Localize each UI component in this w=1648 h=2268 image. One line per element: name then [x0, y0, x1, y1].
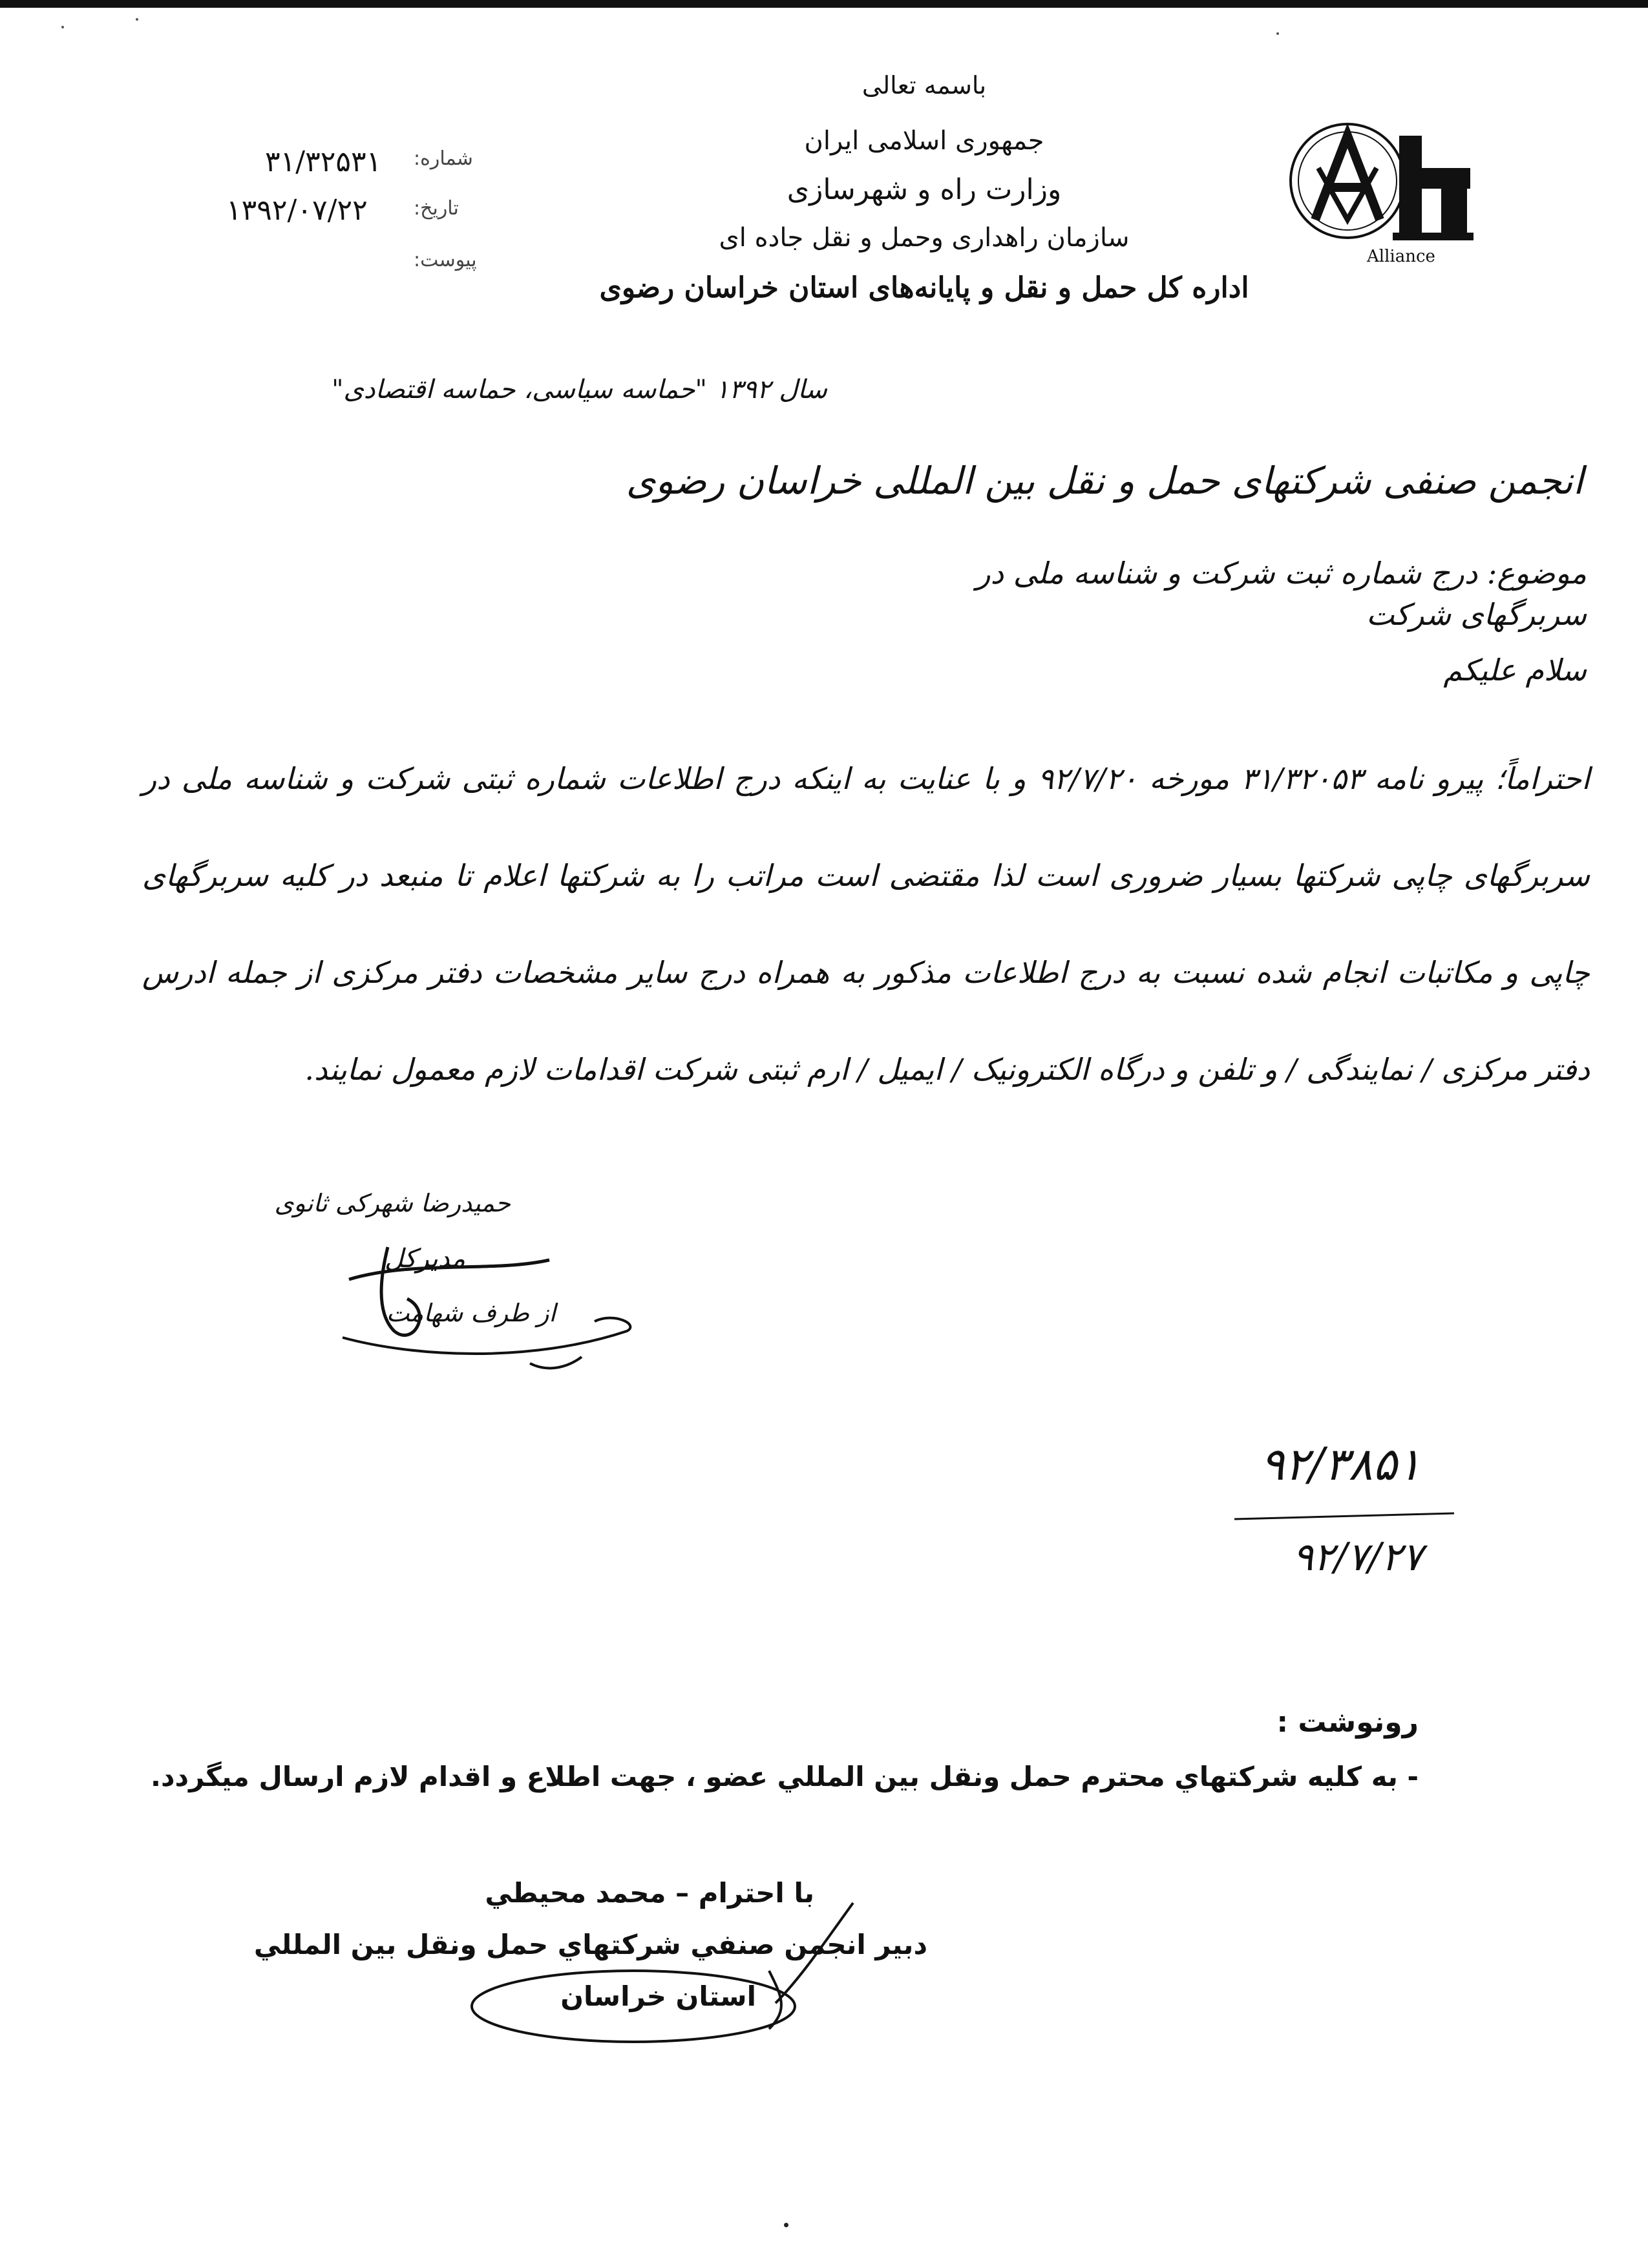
- handwritten-signature-icon: [336, 1234, 646, 1383]
- scan-top-border: [0, 0, 1648, 8]
- closing-regards: با احترام – محمد محیطي: [485, 1877, 814, 1909]
- header-basmala: باسمه تعالی: [861, 71, 987, 100]
- attachment-label: پیوست:: [414, 249, 477, 271]
- subject-line: موضوع: درج شماره ثبت شرکت و شناسه ملی در سربرگهای شرکت: [976, 556, 1587, 632]
- addressee: انجمن صنفی شرکتهای حمل و نقل بین المللی خراسان رضوی: [626, 459, 1583, 503]
- cc-title: رونوشت :: [1276, 1706, 1419, 1739]
- letter-number: ۳۱/۳۲۵۳۱: [265, 145, 382, 178]
- header-ministry: وزارت راه و شهرسازی: [787, 173, 1062, 206]
- alliance-logo-icon: [1286, 97, 1480, 291]
- scan-speck: [136, 18, 138, 21]
- signatory-name: حمیدرضا شهرکی ثانوی: [274, 1189, 511, 1217]
- signatory-behalf: از طرف شهامت: [386, 1299, 556, 1327]
- letter-number-label: شماره:: [414, 147, 473, 170]
- secretary-title: دبیر انجمن صنفي شرکتهاي حمل ونقل بین المللي: [253, 1929, 927, 1960]
- header-country: جمهوری اسلامی ایران: [804, 126, 1044, 156]
- scan-speck: [1276, 32, 1279, 35]
- registration-date: ۹۲/۷/۲۷: [1293, 1535, 1423, 1580]
- registration-number: ۹۲/۳۸۵۱: [1260, 1438, 1422, 1491]
- letter-date: ۱۳۹۲/۰۷/۲۲: [226, 194, 368, 227]
- registration-divider: [1234, 1513, 1454, 1520]
- letter-date-label: تاریخ:: [414, 197, 459, 220]
- body-paragraph: احتراماً؛ پیرو نامه ۳۱/۳۲۰۵۳ مورخه ۹۲/۷/۲۰ و با عنایت به اینکه درج اطلاعات شماره ثبتی شرکت و شناسه ملی در سربرگهای چاپی شرکتها بسیار ضروری است لذا مقتضی است مراتب را به شرکتها اعلام تا منبعد در کلیه سربرگهای چاپی و مکاتبات انجام شده نسبت به درج اطلاعات مذکور به همراه درج سایر مشخصات دفتر مرکزی از جمله ادرس دفتر مرکزی / نمایندگی / و تلفن و درگاه الکترونیک / ایمیل / ارم ثبتی شرکت اقدامات لازم معمول نمایند.: [142, 761, 1590, 1087]
- signatory-title: مدیرکل: [385, 1244, 465, 1274]
- secretary-province: استان خراسان: [560, 1980, 756, 2012]
- year-slogan: سال ۱۳۹۲ "حماسه سیاسی، حماسه اقتصادی": [332, 375, 827, 404]
- header-organization: سازمان راهداری وحمل و نقل جاده ای: [719, 223, 1130, 253]
- logo-text: Alliance: [1367, 247, 1435, 266]
- signature-loop-icon: [465, 1900, 969, 2048]
- scan-speck: [61, 26, 64, 28]
- header-department: اداره کل حمل و نقل و پایانه‌های استان خراسان رضوی: [599, 271, 1249, 304]
- cc-recipients: - به کلیه شرکتهاي محترم حمل ونقل بین المللي عضو ، جهت اطلاع و اقدام لازم ارسال میگردد.: [151, 1761, 1419, 1792]
- scan-dot: [784, 2223, 788, 2227]
- greeting: سلام علیکم: [1443, 653, 1587, 688]
